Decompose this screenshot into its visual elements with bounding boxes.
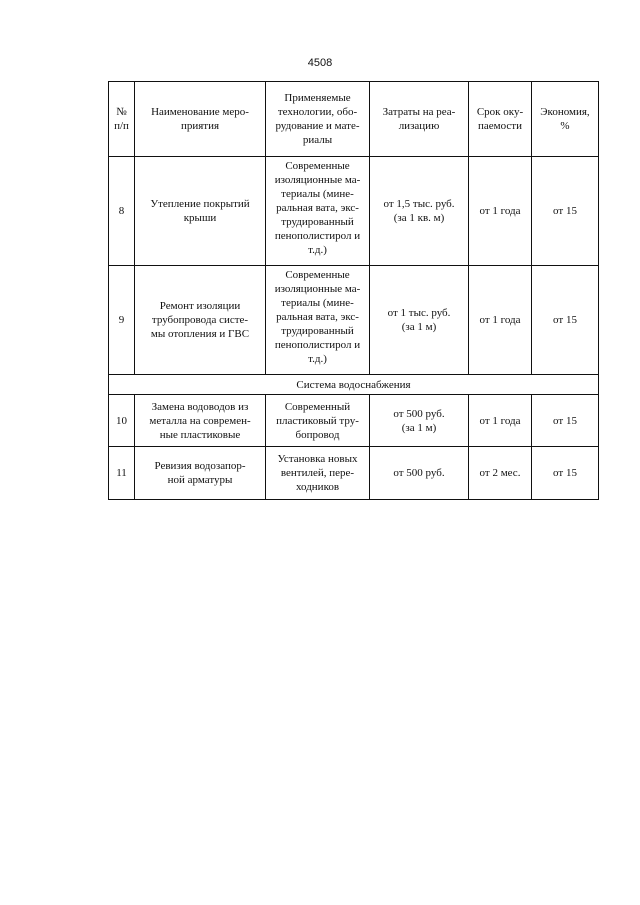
cell-num: 10 [109,395,135,447]
cell-saving: от 15 [532,266,599,375]
cell-cost: от 1 тыс. руб. (за 1 м) [370,266,469,375]
cell-saving: от 15 [532,395,599,447]
cell-payback: от 1 года [469,266,532,375]
cell-payback: от 1 года [469,395,532,447]
cell-payback: от 1 года [469,157,532,266]
header-payback: Срок оку- паемости [469,82,532,157]
header-num: № п/п [109,82,135,157]
table-row [109,447,599,500]
header-cost: Затраты на реа- лизацию [370,82,469,157]
cell-saving: от 15 [532,447,599,500]
cell-saving: от 15 [532,157,599,266]
cell-tech: Современный пластиковый тру- бопровод [266,395,370,447]
measures-table [108,81,599,500]
cell-num: 9 [109,266,135,375]
cell-payback: от 2 мес. [469,447,532,500]
header-tech: Применяемые технологии, обо- рудование и мате- риалы [266,82,370,157]
table-row [109,395,599,447]
section-title: Система водоснабжения [109,375,599,395]
table-row [109,266,599,375]
cell-name: Замена водоводов из металла на современ- ные пластиковые [135,395,266,447]
page-number: 4508 [307,57,333,69]
section-header-row [109,375,599,395]
cell-name: Ремонт изоляции трубопровода систе- мы отопления и ГВС [135,266,266,375]
header-saving: Экономия, % [532,82,599,157]
table-header-row [109,82,599,157]
cell-cost: от 500 руб. (за 1 м) [370,395,469,447]
header-name: Наименование меро- приятия [135,82,266,157]
cell-num: 8 [109,157,135,266]
cell-name: Утепление покрытий крыши [135,157,266,266]
cell-num: 11 [109,447,135,500]
cell-name: Ревизия водозапор- ной арматуры [135,447,266,500]
cell-tech: Установка новых вентилей, пере- ходников [266,447,370,500]
table-row [109,157,599,266]
cell-tech: Современные изоляционные ма- териалы (мине- ральная вата, экс- трудированный пенополистирол и т.д.) [266,157,370,266]
cell-tech: Современные изоляционные ма- териалы (мине- ральная вата, экс- трудированный пенополистирол и т.д.) [266,266,370,375]
cell-cost: от 1,5 тыс. руб. (за 1 кв. м) [370,157,469,266]
cell-cost: от 500 руб. [370,447,469,500]
